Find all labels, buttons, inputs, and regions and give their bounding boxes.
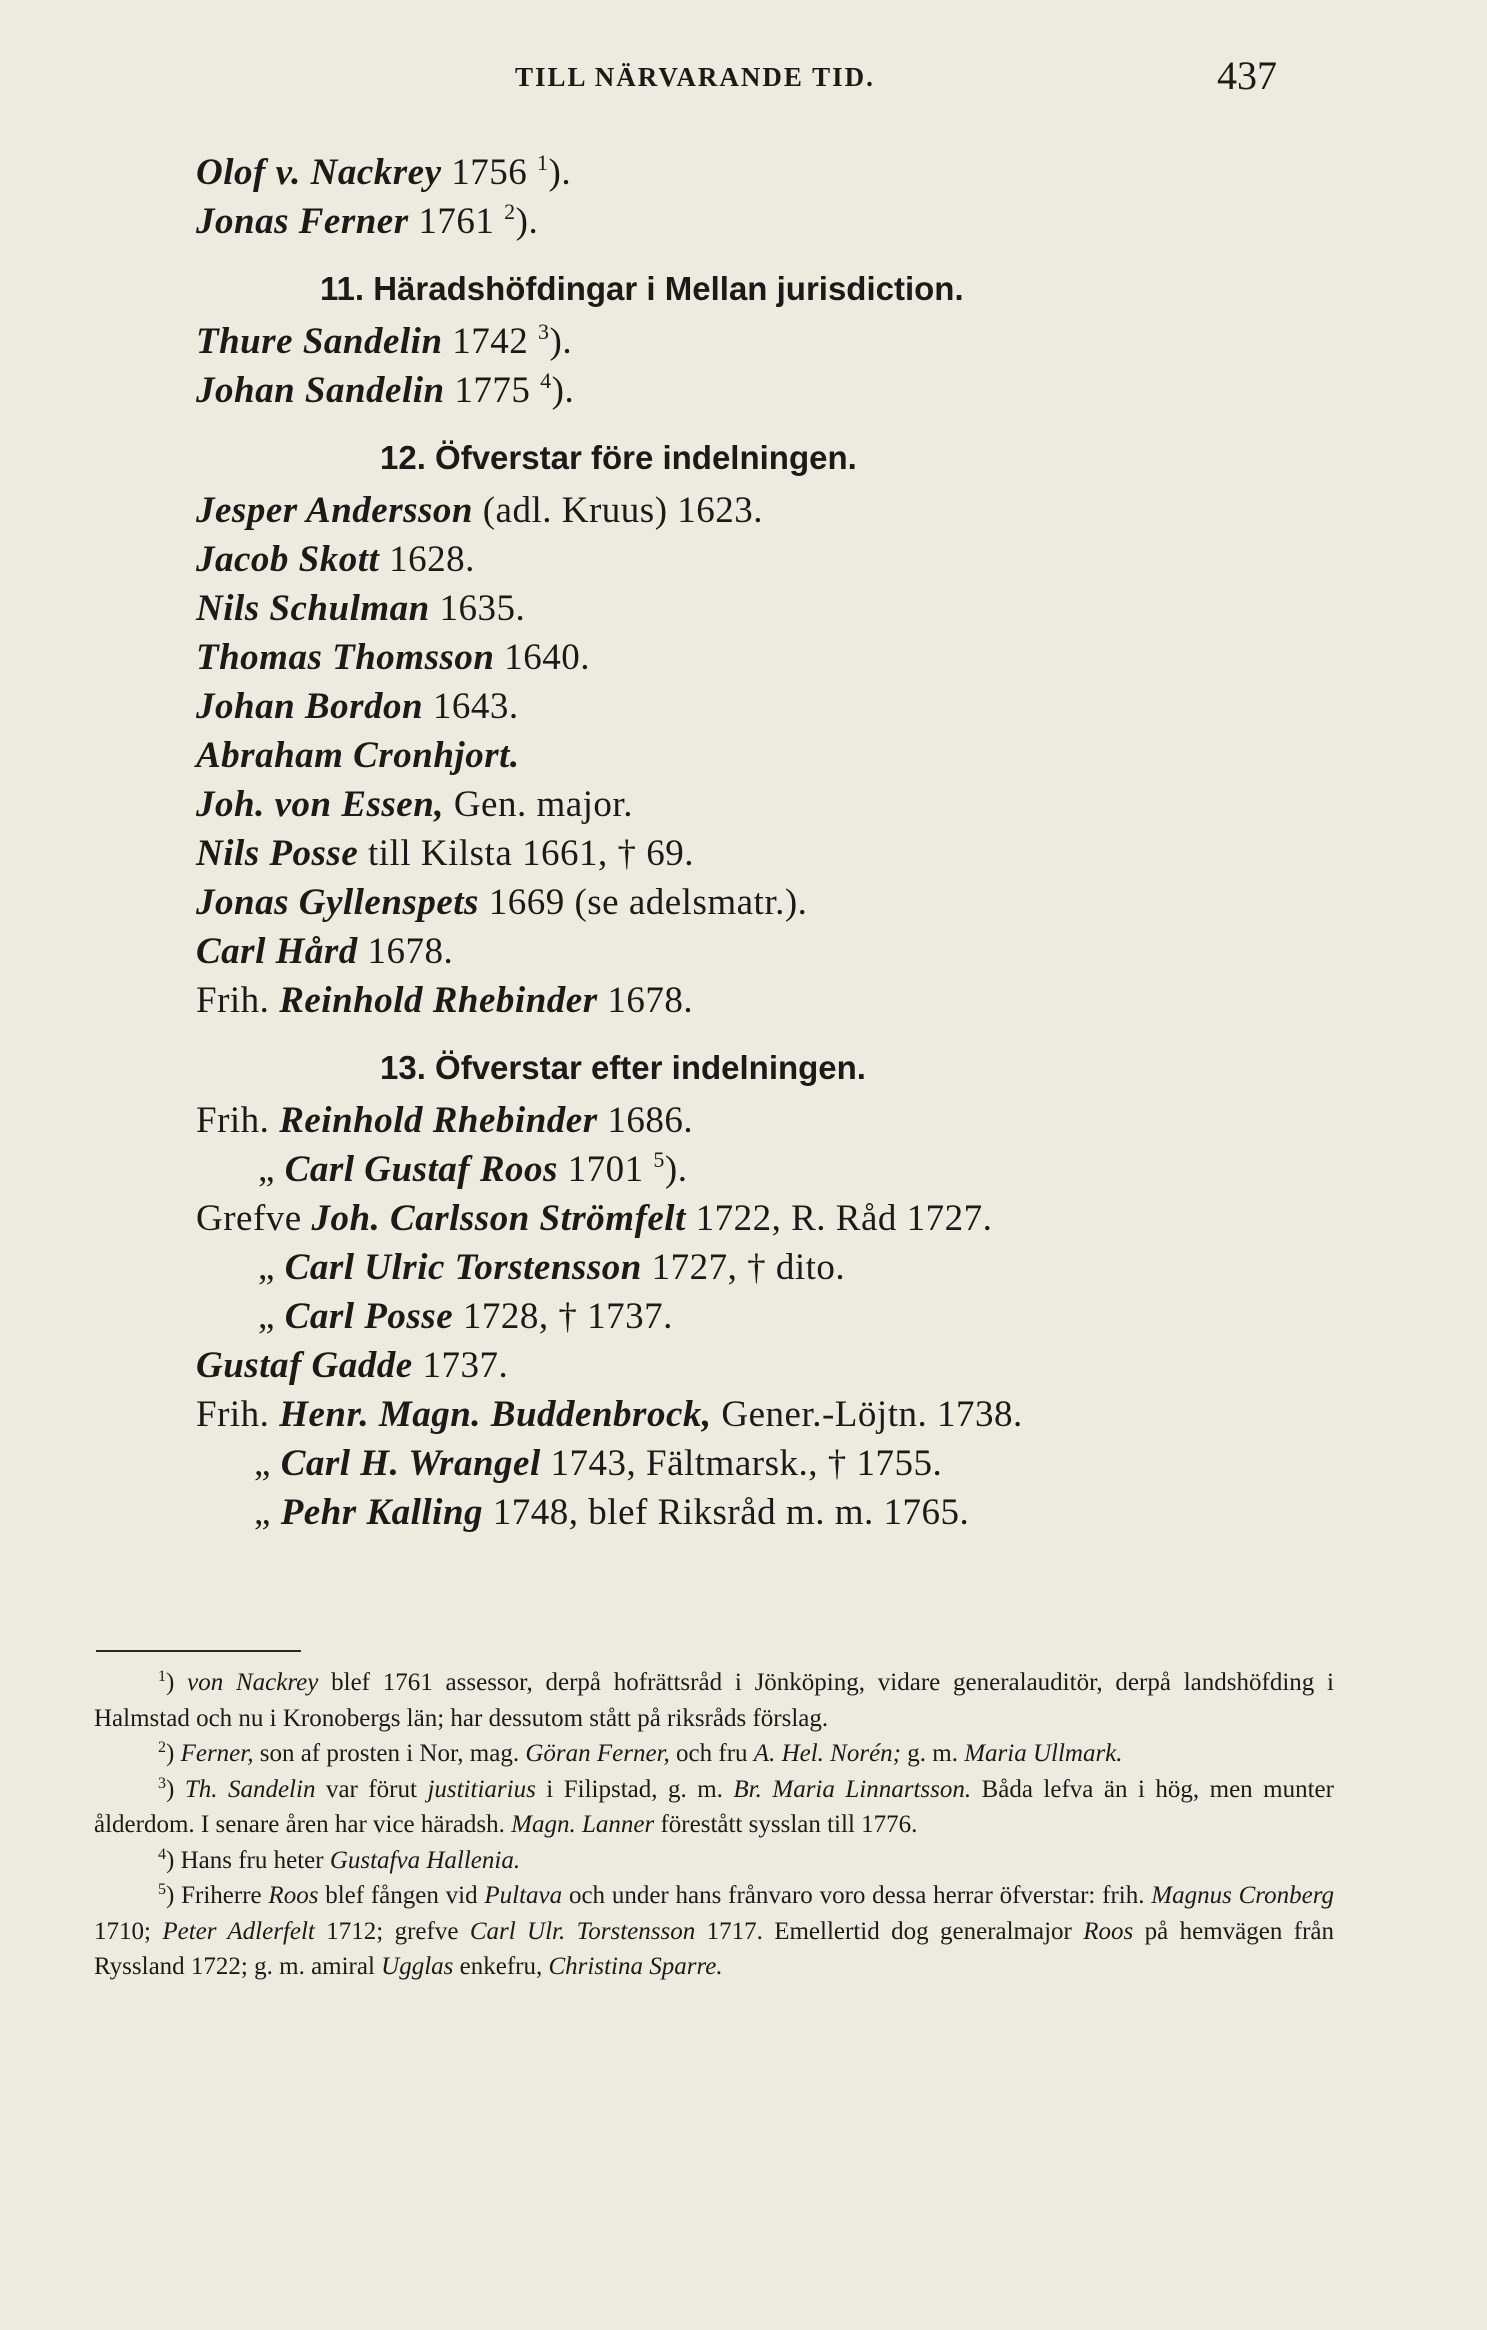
section-heading: 12. Öfverstar före indelningen. bbox=[380, 439, 857, 476]
person-name: Nils Schulman bbox=[196, 588, 430, 629]
person-name: Henr. Magn. Buddenbrock, bbox=[279, 1394, 712, 1435]
entry-line: „ Carl Ulric Torstensson 1727, † dito. bbox=[258, 1247, 846, 1288]
footnote-4: $^4$) Hans fru heter Gustafva Hallenia. bbox=[158, 1845, 521, 1874]
person-name: Abraham Cronhjort. bbox=[196, 735, 520, 776]
person-name: Jonas Gyllenspets bbox=[196, 882, 479, 923]
footnote-ref: 5 bbox=[653, 1147, 665, 1172]
section-13 bbox=[196, 1043, 1336, 1537]
person-name: Thure Sandelin bbox=[196, 321, 443, 362]
person-name: Joh. Carlsson Strömfelt bbox=[311, 1198, 686, 1239]
entry-line: Nils Schulman 1635. bbox=[196, 588, 526, 629]
entry-line: Johan Bordon 1643. bbox=[196, 686, 519, 727]
entry-line: Frih. Reinhold Rhebinder 1686. bbox=[196, 1100, 694, 1141]
entry-line: „ Carl Posse 1728, † 1737. bbox=[258, 1296, 673, 1337]
person-name: Carl Gustaf Roos bbox=[284, 1149, 558, 1190]
person-name: Carl H. Wrangel bbox=[280, 1443, 541, 1484]
entry-line: Jonas Ferner 1761 $^2$). bbox=[196, 199, 539, 242]
entry-line: Carl Hård 1678. bbox=[196, 931, 454, 972]
page-header bbox=[515, 53, 1295, 118]
person-name: Carl Hård bbox=[196, 931, 358, 972]
person-name: Jonas Ferner bbox=[196, 201, 409, 242]
person-name: Thomas Thomsson bbox=[196, 637, 495, 678]
footnote-ref: 3 bbox=[538, 319, 550, 344]
person-name: Nils Posse bbox=[196, 833, 359, 874]
footnote-rule bbox=[96, 1650, 301, 1652]
footnote-1: $^1$) von Nackrey blef 1761 assessor, derpå hofrättsråd i Jönköping, vidare generalauditör, derpå landshöfding i Halmstad och nu i Kronobergs län; har dessutom stått på riksråds förslag. bbox=[94, 1668, 1334, 1732]
entry-line: Johan Sandelin 1775 $^4$). bbox=[196, 368, 575, 411]
person-name: Reinhold Rhebinder bbox=[279, 980, 598, 1021]
person-name: Carl Posse bbox=[284, 1296, 454, 1337]
section-heading: 11. Häradshöfdingar i Mellan jurisdiction. bbox=[320, 270, 964, 307]
footnote-number: 3 bbox=[158, 1774, 166, 1792]
person-name: Jesper Andersson bbox=[196, 490, 473, 531]
page-number: 437 bbox=[1217, 53, 1277, 98]
entry-line: Frih. Reinhold Rhebinder 1678. bbox=[196, 980, 694, 1021]
person-name: Joh. von Essen, bbox=[196, 784, 445, 825]
entry-line: Jacob Skott 1628. bbox=[196, 539, 475, 580]
footnote-number: 4 bbox=[158, 1845, 166, 1863]
section-heading: 13. Öfverstar efter indelningen. bbox=[380, 1049, 866, 1086]
person-name: Johan Sandelin bbox=[196, 370, 445, 411]
footnote-number: 1 bbox=[158, 1668, 166, 1685]
main-text bbox=[196, 148, 1336, 1537]
person-name: Olof v. Nackrey bbox=[196, 152, 442, 193]
entry-line bbox=[196, 731, 1336, 780]
entry-line: „ Pehr Kalling 1748, blef Riksråd m. m. 1765. bbox=[254, 1492, 970, 1533]
entry-line: Gustaf Gadde 1737. bbox=[196, 1345, 509, 1386]
entry-line: Nils Posse till Kilsta 1661, † 69. bbox=[196, 833, 694, 874]
section-intro bbox=[196, 148, 1336, 246]
footnote-number: 5 bbox=[158, 1881, 166, 1898]
entry-line: Jonas Gyllenspets 1669 (se adelsmatr.). bbox=[196, 882, 808, 923]
entry-line: Jesper Andersson (adl. Kruus) 1623. bbox=[196, 490, 764, 531]
entry-line: Olof v. Nackrey 1756 $^1$). bbox=[196, 150, 572, 193]
footnote-2: $^2$) Ferner, son af prosten i Nor, mag. Göran Ferner, och fru A. Hel. Norén; g. m. Maria Ullmark. bbox=[158, 1739, 1123, 1767]
section-11 bbox=[196, 264, 1336, 415]
person-name: Pehr Kalling bbox=[280, 1492, 484, 1533]
entry-line: „ Carl H. Wrangel 1743, Fältmarsk., † 1755. bbox=[254, 1443, 943, 1484]
entry-line: Thomas Thomsson 1640. bbox=[196, 637, 590, 678]
entry-line: „ Carl Gustaf Roos 1701 $^5$). bbox=[258, 1147, 688, 1190]
footnote-number: 2 bbox=[158, 1739, 166, 1756]
footnotes bbox=[94, 1665, 1334, 1985]
footnote-ref: 2 bbox=[504, 199, 516, 224]
footnote-ref: 1 bbox=[537, 150, 549, 175]
section-12 bbox=[196, 433, 1336, 1025]
person-name: Carl Ulric Torstensson bbox=[284, 1247, 642, 1288]
entry-line: Grefve Joh. Carlsson Strömfelt 1722, R. Råd 1727. bbox=[196, 1198, 993, 1239]
person-name: Gustaf Gadde bbox=[196, 1345, 413, 1386]
entry-line: Thure Sandelin 1742 $^3$). bbox=[196, 319, 573, 362]
running-title: TILL NÄRVARANDE TID. bbox=[515, 62, 875, 92]
footnote-3: $^3$) Th. Sandelin var förut justitiarius i Filipstad, g. m. Br. Maria Linnartsson. Båda lefva än i hög, men munter ålderdom. I senare åren har vice häradsh. Magn. Lanner förestått sysslan till 1776. bbox=[94, 1774, 1334, 1838]
footnote-ref: 4 bbox=[540, 368, 552, 393]
person-name: Jacob Skott bbox=[196, 539, 380, 580]
entry-line: Joh. von Essen, Gen. major. bbox=[196, 784, 633, 825]
person-name: Reinhold Rhebinder bbox=[279, 1100, 598, 1141]
person-name: Johan Bordon bbox=[196, 686, 424, 727]
entry-line: Frih. Henr. Magn. Buddenbrock, Gener.-Löjtn. 1738. bbox=[196, 1394, 1023, 1435]
footnote-5: $^5$) Friherre Roos blef fången vid Pultava och under hans frånvaro voro dessa herrar öfverstar: frih. Magnus Cronberg 1710; Peter Adlerfelt 1712; grefve Carl Ulr. Torstensson 1717. Emellertid dog generalmajor Roos på hemvägen från Ryssland 1722; g. m. amiral Ugglas enkefru, Christina Sparre. bbox=[94, 1881, 1334, 1980]
